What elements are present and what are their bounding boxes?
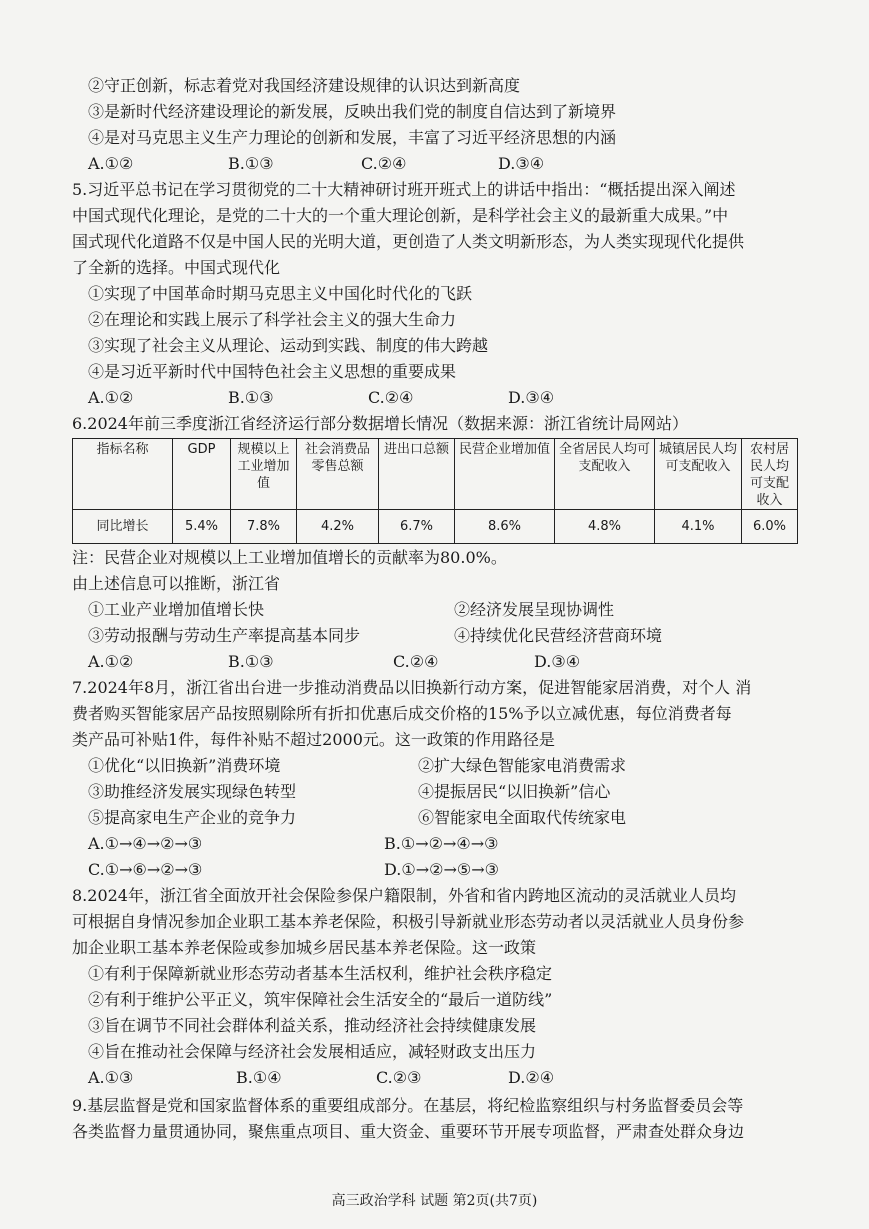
- table-header-cell: 规模以上工业增加值: [231, 439, 297, 510]
- option-a: A.①→④→②→③: [88, 834, 203, 853]
- option-c: C.①→⑥→②→③: [88, 860, 203, 879]
- table-cell: 4.8%: [555, 510, 655, 544]
- option-a: A.①②: [88, 388, 134, 407]
- table-header-cell: 进出口总额: [379, 439, 455, 510]
- q8-item: ④旨在推动社会保障与经济社会发展相适应，减轻财政支出压力: [88, 1042, 537, 1061]
- q8-stem-line: 8.2024年，浙江省全面放开社会保险参保户籍限制，外省和省内跨地区流动的灵活就业人员均: [72, 886, 736, 905]
- table-header-cell: GDP: [173, 439, 231, 510]
- q8-item: ②有利于维护公平正义，筑牢保障社会生活安全的“最后一道防线”: [88, 990, 553, 1009]
- q5-stem-line: 5.习近平总书记在学习贯彻党的二十大精神研讨班开班式上的讲话中指出：“概括提出深入阐述: [72, 180, 736, 199]
- option-d: D.③④: [508, 388, 555, 407]
- q6-item: ①工业产业增加值增长快: [88, 600, 265, 619]
- q6-title: 6.2024年前三季度浙江省经济运行部分数据增长情况（数据来源：浙江省统计局网站）: [72, 414, 688, 433]
- table-cell: 6.7%: [379, 510, 455, 544]
- q7-item: ⑤提高家电生产企业的竞争力: [88, 808, 297, 827]
- option-b: B.①③: [228, 154, 274, 173]
- q5-stem-line: 中国式现代化理论，是党的二十大的一个重大理论创新，是科学社会主义的最新重大成果。”中: [72, 206, 729, 225]
- q5-item: ④是习近平新时代中国特色社会主义思想的重要成果: [88, 362, 457, 381]
- q7-stem-line: 费者购买智能家居产品按照剔除所有折扣优惠后成交价格的15%予以立减优惠，每位消费者每: [72, 704, 732, 723]
- q9-stem-line: 各类监督力量贯通协同，聚焦重点项目、重大资金、重要环节开展专项监督，严肃查处群众身边: [72, 1122, 745, 1141]
- table-cell: 6.0%: [742, 510, 798, 544]
- table-header-cell: 全省居民人均可支配收入: [555, 439, 655, 510]
- table-header-row: [73, 439, 798, 510]
- growth-data-table: [72, 438, 798, 544]
- q6-item: ③劳动报酬与劳动生产率提高基本同步: [88, 626, 361, 645]
- q8-item: ③旨在调节不同社会群体利益关系，推动经济社会持续健康发展: [88, 1016, 537, 1035]
- table-cell: 5.4%: [173, 510, 231, 544]
- q5-item: ③实现了社会主义从理论、运动到实践、制度的伟大跨越: [88, 336, 489, 355]
- answer-item: ④是对马克思主义生产力理论的创新和发展，丰富了习近平经济思想的内涵: [88, 128, 617, 147]
- q6-item: ②经济发展呈现协调性: [454, 600, 615, 619]
- q9-stem-line: 9.基层监督是党和国家监督体系的重要组成部分。在基层，将纪检监察组织与村务监督委员会等: [72, 1096, 744, 1115]
- option-b: B.①③: [228, 388, 274, 407]
- q7-item: ②扩大绿色智能家电消费需求: [418, 756, 627, 775]
- table-header-cell: 城镇居民人均可支配收入: [655, 439, 742, 510]
- q5-item: ①实现了中国革命时期马克思主义中国化时代化的飞跃: [88, 284, 473, 303]
- table-header-cell: 农村居民人均可支配收入: [742, 439, 798, 510]
- q5-item: ②在理论和实践上展示了科学社会主义的强大生命力: [88, 310, 457, 329]
- table-header-cell: 社会消费品零售总额: [297, 439, 379, 510]
- q5-stem-line: 了全新的选择。中国式现代化: [72, 258, 281, 277]
- option-c: C.②④: [368, 388, 414, 407]
- option-d: D.②④: [508, 1068, 555, 1087]
- option-b: B.①→②→④→③: [384, 834, 499, 853]
- q8-item: ①有利于保障新就业形态劳动者基本生活权利，维护社会秩序稳定: [88, 964, 553, 983]
- q7-stem-line: 类产品可补贴1件，每件补贴不超过2000元。这一政策的作用路径是: [72, 730, 555, 749]
- option-d: D.③④: [498, 154, 545, 173]
- table-header-cell: 民营企业增加值: [455, 439, 555, 510]
- table-cell: 4.1%: [655, 510, 742, 544]
- option-a: A.①③: [88, 1068, 134, 1087]
- q8-stem-line: 可根据自身情况参加企业职工基本养老保险，积极引导新就业形态劳动者以灵活就业人员身份参: [72, 912, 745, 931]
- option-c: C.②③: [376, 1068, 422, 1087]
- page-footer: 高三政治学科 试题 第2页(共7页): [331, 1193, 538, 1209]
- table-cell: 8.6%: [455, 510, 555, 544]
- q7-item: ⑥智能家电全面取代传统家电: [418, 808, 627, 827]
- answer-item: ②守正创新，标志着党对我国经济建设规律的认识达到新高度: [88, 76, 521, 95]
- table-header-cell: 指标名称: [73, 439, 173, 510]
- option-a: A.①②: [88, 154, 134, 173]
- q6-stem: 由上述信息可以推断，浙江省: [72, 574, 281, 593]
- q8-stem-line: 加企业职工基本养老保险或参加城乡居民基本养老保险。这一政策: [72, 938, 537, 957]
- table-cell: 7.8%: [231, 510, 297, 544]
- table-row-label: 同比增长: [73, 510, 173, 544]
- option-c: C.②④: [361, 154, 407, 173]
- q7-item: ④提振居民“以旧换新”信心: [418, 782, 611, 801]
- q6-note: 注：民营企业对规模以上工业增加值增长的贡献率为80.0%。: [72, 548, 507, 567]
- q6-item: ④持续优化民营经济营商环境: [454, 626, 663, 645]
- option-d: D.③④: [534, 652, 581, 671]
- q7-stem-line: 7.2024年8月，浙江省出台进一步推动消费品以旧换新行动方案，促进智能家居消费，对个人 消: [72, 678, 752, 697]
- table-cell: 4.2%: [297, 510, 379, 544]
- option-c: C.②④: [393, 652, 439, 671]
- q5-stem-line: 国式现代化道路不仅是中国人民的光明大道，更创造了人类文明新形态，为人类实现现代化提供: [72, 232, 745, 251]
- option-b: B.①③: [228, 652, 274, 671]
- table-row: [73, 510, 798, 544]
- option-b: B.①④: [236, 1068, 282, 1087]
- option-d: D.①→②→⑤→③: [384, 860, 499, 879]
- q7-item: ①优化“以旧换新”消费环境: [88, 756, 281, 775]
- q7-item: ③助推经济发展实现绿色转型: [88, 782, 297, 801]
- option-a: A.①②: [88, 652, 134, 671]
- answer-item: ③是新时代经济建设理论的新发展，反映出我们党的制度自信达到了新境界: [88, 102, 617, 121]
